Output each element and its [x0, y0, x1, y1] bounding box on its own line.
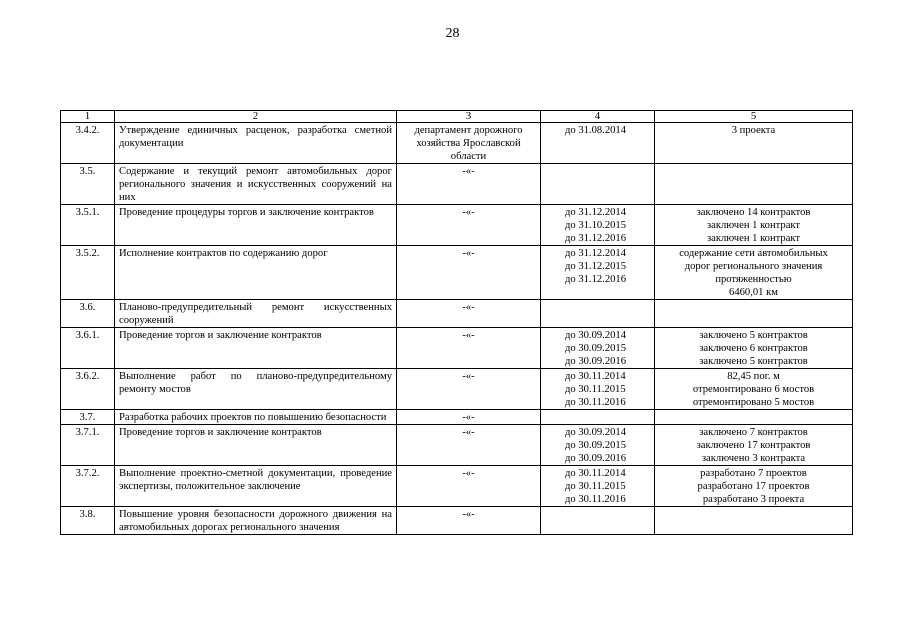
result-cell — [655, 369, 853, 410]
result-line: заключено 3 контракта — [701, 453, 806, 464]
table-row — [61, 205, 853, 246]
deadline-line: до 30.11.2015 — [565, 384, 626, 395]
description-cell: Планово-предупредительный ремонт искусственных сооружений — [115, 300, 397, 328]
table-row — [61, 246, 853, 300]
table-row — [61, 328, 853, 369]
result-line: разработано 3 проекта — [702, 494, 805, 505]
responsible-cell: -«- — [397, 164, 541, 205]
result-cell — [655, 410, 853, 425]
deadline-line: до 31.12.2014 — [565, 207, 627, 218]
table-row — [61, 507, 853, 535]
table-row — [61, 466, 853, 507]
result-line: заключено 14 контрактов — [696, 207, 811, 218]
deadline-line: до 30.11.2016 — [565, 494, 626, 505]
table-row — [61, 164, 853, 205]
deadline-cell — [541, 328, 655, 369]
table-row — [61, 123, 853, 164]
responsible-cell: -«- — [397, 328, 541, 369]
result-cell — [655, 328, 853, 369]
result-cell — [655, 425, 853, 466]
item-number-cell: 3.7.2. — [61, 466, 115, 507]
deadline-line: до 31.12.2014 — [565, 248, 627, 259]
result-line: отремонтировано 5 мостов — [692, 397, 815, 408]
header-cell: 4 — [541, 111, 655, 123]
result-cell — [655, 123, 853, 164]
result-line: протяженностью — [715, 274, 792, 285]
deadline-line: до 31.12.2016 — [565, 233, 627, 244]
header-cell: 3 — [397, 111, 541, 123]
deadline-line: до 30.11.2014 — [565, 371, 626, 382]
deadline-cell — [541, 425, 655, 466]
item-number-cell: 3.6.2. — [61, 369, 115, 410]
result-cell — [655, 205, 853, 246]
item-number-cell: 3.8. — [61, 507, 115, 535]
result-line: отремонтировано 6 мостов — [692, 384, 815, 395]
deadline-line: до 31.08.2014 — [565, 125, 627, 136]
table-row — [61, 425, 853, 466]
table-row — [61, 369, 853, 410]
result-line: заключено 7 контрактов — [699, 427, 808, 438]
header-cell: 5 — [655, 111, 853, 123]
deadline-line: до 30.09.2016 — [565, 453, 627, 464]
result-cell — [655, 246, 853, 300]
result-cell — [655, 466, 853, 507]
responsible-cell: -«- — [397, 425, 541, 466]
responsible-cell: департамент дорожного хозяйства Ярославской области — [397, 123, 541, 164]
table-row — [61, 300, 853, 328]
header-cell: 1 — [61, 111, 115, 123]
responsible-cell: -«- — [397, 205, 541, 246]
deadline-line: до 30.11.2014 — [565, 468, 626, 479]
result-line: 82,45 пог. м — [727, 371, 780, 382]
description-cell: Содержание и текущий ремонт автомобильных дорог регионального значения и искусственных сооружений на них — [115, 164, 397, 205]
result-line: заключен 1 контракт — [706, 233, 801, 244]
result-line: заключен 1 контракт — [706, 220, 801, 231]
responsible-cell: -«- — [397, 246, 541, 300]
item-number-cell: 3.5.2. — [61, 246, 115, 300]
result-line: заключено 5 контрактов — [699, 356, 808, 367]
deadline-line: до 30.11.2016 — [565, 397, 626, 408]
deadline-cell — [541, 246, 655, 300]
result-line: заключено 6 контрактов — [699, 343, 808, 354]
deadline-cell — [541, 369, 655, 410]
deadline-line: до 31.10.2015 — [565, 220, 627, 231]
deadline-line: до 31.12.2015 — [565, 261, 627, 272]
description-cell: Утверждение единичных расценок, разработка сметной документации — [115, 123, 397, 164]
responsible-cell: -«- — [397, 410, 541, 425]
item-number-cell: 3.6.1. — [61, 328, 115, 369]
table-row — [61, 410, 853, 425]
item-number-cell: 3.7. — [61, 410, 115, 425]
item-number-cell: 3.4.2. — [61, 123, 115, 164]
deadline-cell — [541, 123, 655, 164]
result-line: 6460,01 км — [729, 287, 778, 298]
deadline-cell — [541, 300, 655, 328]
description-cell: Повышение уровня безопасности дорожного движения на автомобильных дорогах регионального значения — [115, 507, 397, 535]
result-line: содержание сети автомобильных — [679, 248, 828, 259]
result-line: 3 проекта — [731, 125, 776, 136]
table-header-row — [61, 111, 853, 123]
description-cell: Исполнение контрактов по содержанию дорог — [115, 246, 397, 300]
plan-table — [60, 110, 853, 535]
header-cell: 2 — [115, 111, 397, 123]
deadline-cell — [541, 164, 655, 205]
description-cell: Проведение торгов и заключение контрактов — [115, 425, 397, 466]
deadline-line: до 31.12.2016 — [565, 274, 627, 285]
result-cell — [655, 164, 853, 205]
description-cell: Выполнение работ по планово-предупредительному ремонту мостов — [115, 369, 397, 410]
result-line: дорог регионального значения — [684, 261, 823, 272]
deadline-line: до 30.09.2014 — [565, 330, 627, 341]
deadline-cell — [541, 507, 655, 535]
deadline-line: до 30.09.2015 — [565, 440, 627, 451]
description-cell: Проведение торгов и заключение контрактов — [115, 328, 397, 369]
deadline-line: до 30.09.2016 — [565, 356, 627, 367]
deadline-line: до 30.09.2014 — [565, 427, 627, 438]
deadline-cell — [541, 410, 655, 425]
item-number-cell: 3.6. — [61, 300, 115, 328]
description-cell: Выполнение проектно-сметной документации, проведение экспертизы, положительное заключение — [115, 466, 397, 507]
responsible-cell: -«- — [397, 466, 541, 507]
responsible-cell: -«- — [397, 507, 541, 535]
item-number-cell: 3.7.1. — [61, 425, 115, 466]
description-cell: Разработка рабочих проектов по повышению безопасности — [115, 410, 397, 425]
result-line: разработано 17 проектов — [697, 481, 810, 492]
result-line: заключено 5 контрактов — [699, 330, 808, 341]
page-number: 28 — [445, 26, 460, 41]
description-cell: Проведение процедуры торгов и заключение контрактов — [115, 205, 397, 246]
deadline-cell — [541, 466, 655, 507]
result-line: заключено 17 контрактов — [696, 440, 811, 451]
responsible-cell: -«- — [397, 369, 541, 410]
deadline-cell — [541, 205, 655, 246]
item-number-cell: 3.5.1. — [61, 205, 115, 246]
deadline-line: до 30.11.2015 — [565, 481, 626, 492]
item-number-cell: 3.5. — [61, 164, 115, 205]
result-cell — [655, 507, 853, 535]
result-line: разработано 7 проектов — [700, 468, 807, 479]
responsible-cell: -«- — [397, 300, 541, 328]
deadline-line: до 30.09.2015 — [565, 343, 627, 354]
result-cell — [655, 300, 853, 328]
